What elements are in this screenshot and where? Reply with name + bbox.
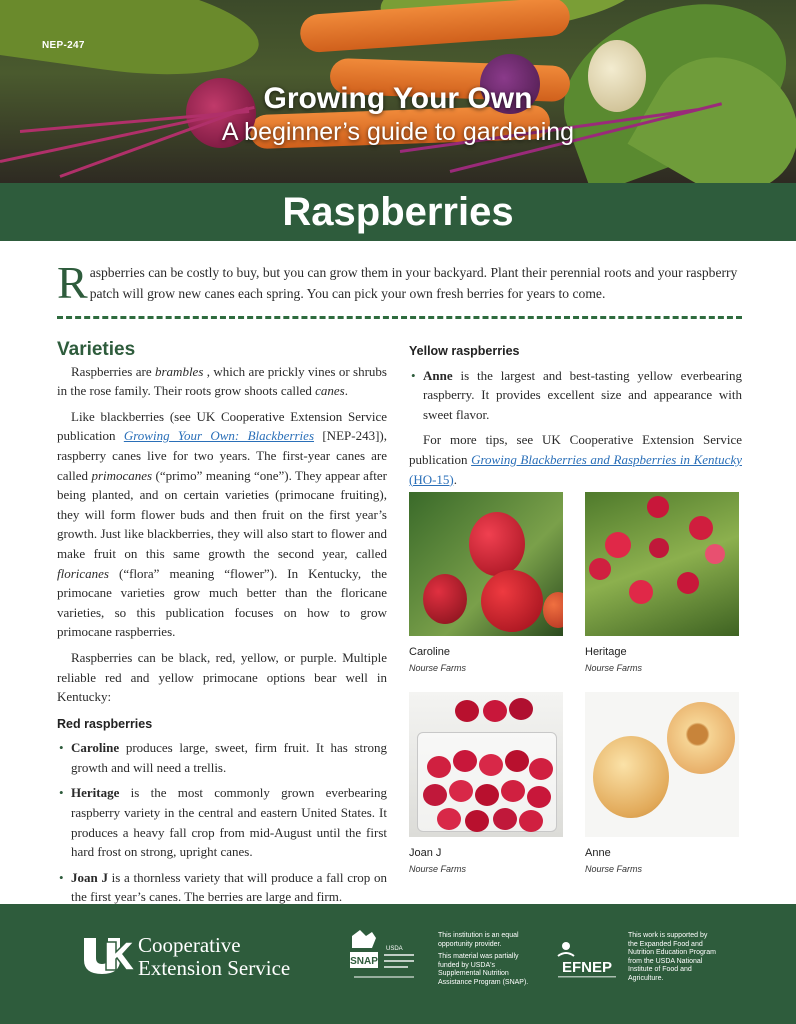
title-bar (0, 183, 796, 241)
photo-caption-heritage: Heritage (585, 646, 627, 658)
photo-credit: Nourse Farms (409, 663, 467, 673)
efnep-logo-icon (552, 938, 622, 982)
right-column (409, 340, 742, 495)
ho15-link[interactable]: (HO-15) (409, 471, 454, 487)
caroline-photo (409, 492, 563, 636)
heritage-photo (585, 492, 739, 636)
blackberries-publication-link[interactable]: Growing Your Own: Blackberries (123, 428, 315, 444)
intro-text: aspberries can be costly to buy, but you can grow them in your backyard. Plant their perennial roots and your raspberry patch will grow new canes each spring. You can pick your own fresh berries for years to come. (89, 265, 738, 301)
list-item: • Joan J is a thornless variety that will produce a fall crop on the first year’s canes. The berries are large and firm. (57, 868, 387, 907)
photo-caption-caroline: Caroline (409, 646, 450, 658)
varieties-paragraph-3: Raspberries can be black, red, yellow, or purple. Multiple reliable red and yellow primocane options bear well in Kentucky: (57, 649, 387, 705)
efnep-disclaimer: This work is supported by the Expanded Food and Nutrition Education Program from the USDA National Institute of Food and Agriculture. (628, 932, 716, 982)
joan-j-photo (409, 692, 563, 837)
drop-cap: R (57, 257, 88, 308)
snap-disclaimer: This institution is an equal opportunity provider. This material was partially funded by USDA's Supplemental Nutrition Assistance Program (SNAP). (438, 932, 529, 986)
dashed-divider (57, 316, 742, 319)
photo-credit: Nourse Farms (585, 663, 643, 673)
publication-number: NEP-247 (42, 40, 85, 51)
series-title: Growing Your Own (263, 82, 533, 115)
list-item: • Anne is the largest and best-tasting yellow everbearing raspberry. It provides excellent size and appearance with sweet flavor. (409, 366, 742, 425)
more-tips-paragraph: For more tips, see UK Cooperative Extension Service publication Growing Blackberries and Raspberries in Kentucky (HO-15). (409, 432, 742, 487)
list-item: • Caroline produces large, sweet, firm fruit. It has strong growth and will need a trellis. (57, 738, 387, 777)
snap-logo-icon (348, 928, 428, 988)
anne-photo (585, 692, 739, 837)
ces-wordmark: Cooperative Extension Service (138, 933, 291, 980)
intro-paragraph (57, 257, 742, 308)
photo-caption-anne: Anne (585, 847, 611, 859)
list-item: • Heritage is the most commonly grown everbearing raspberry variety in the central and eastern United States. It produces a heavy fall crop from mid-August until the first hard frost on strong, upright canes. (57, 783, 387, 861)
yellow-varieties-list (409, 366, 742, 425)
usda-label: USDA (386, 946, 403, 952)
photo-caption-joan-j: Joan J (409, 847, 442, 859)
snap-logo-text: SNAP (350, 956, 378, 967)
yellow-raspberries-heading: Yellow raspberries (409, 344, 520, 358)
red-varieties-list (57, 738, 387, 907)
kentucky-publication-link[interactable]: Growing Blackberries and Raspberries in Kentucky (471, 451, 742, 467)
red-raspberries-heading: Red raspberries (57, 716, 153, 731)
uk-logo-icon (82, 936, 134, 976)
photo-credit: Nourse Farms (585, 864, 643, 874)
varieties-heading: Varieties (57, 339, 136, 360)
photo-credit: Nourse Farms (409, 864, 467, 874)
left-column (57, 340, 387, 913)
varieties-paragraph-1: Raspberries are brambles , which are prickly vines or shrubs in the rose family. Their roots grow shoots called canes. (57, 363, 387, 399)
varieties-paragraph-2: Like blackberries (see UK Cooperative Extension Service publication Growing Your Own: Blackberries [NEP-243]), raspberry canes live for two years. The first-year canes are called primocanes (“primo” meaning “one”). They appear after being planted, and on certain varieties (primocane fruiting), they will form flower buds and then fruit on the first year’s growth. Just like blackberries, they will also start to flower and make fruit on this same growth the second year, called floricanes (“flora” meaning “flower”). In Kentucky, the primocane varieties grow much better than the floricane varieties, so this publication focuses on how to grow primocane raspberries. (57, 408, 387, 640)
svg-text:EFNEP: EFNEP (561, 959, 613, 976)
page-title: Raspberries (282, 190, 514, 234)
series-subtitle: A beginner’s guide to gardening (221, 118, 575, 146)
